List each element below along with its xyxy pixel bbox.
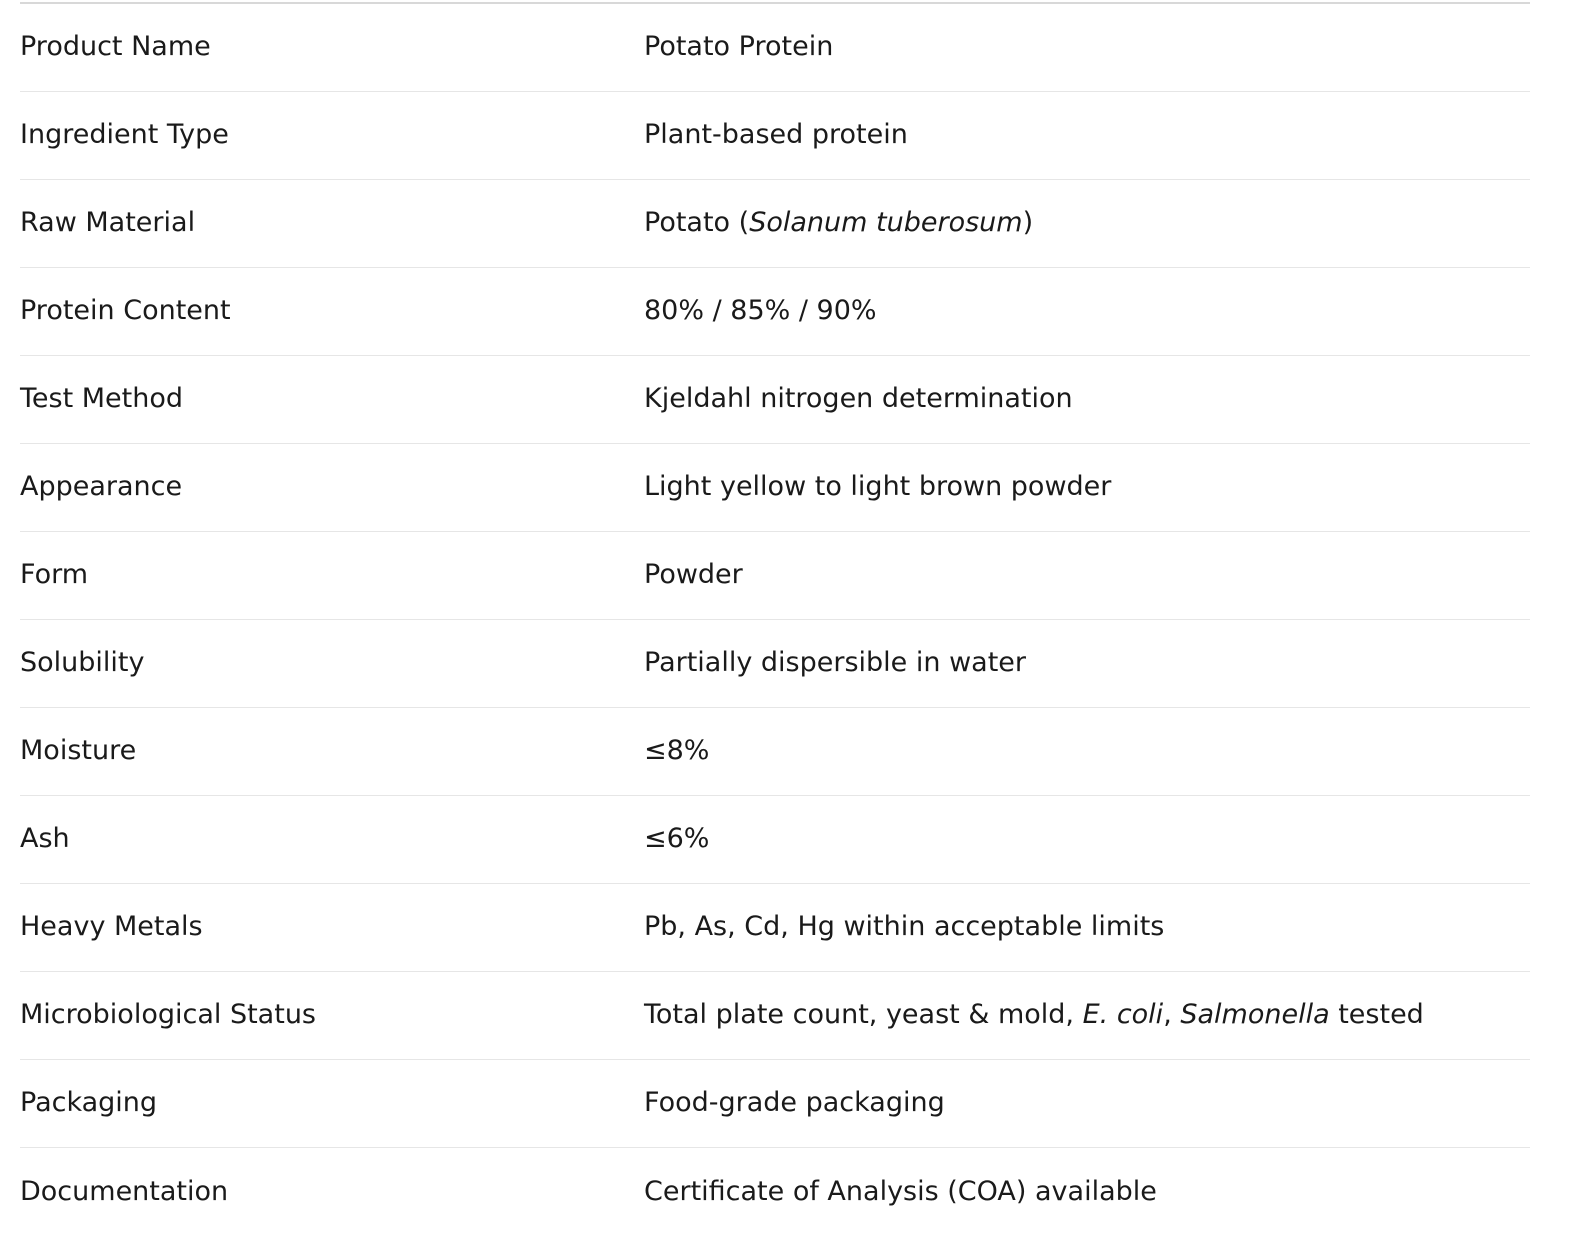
value-text: tested: [1329, 999, 1424, 1031]
table-row: [20, 796, 1530, 884]
italic-text: Solanum tuberosum: [749, 207, 1023, 239]
row-value: [644, 1087, 1530, 1119]
row-label: Raw Material: [20, 207, 196, 239]
row-label: Moisture: [20, 735, 137, 767]
value-text: ≤8%: [644, 735, 710, 767]
row-value: [644, 999, 1530, 1031]
row-value: [644, 647, 1530, 679]
value-text: ): [1022, 207, 1034, 239]
value-text: Total plate count, yeast & mold,: [644, 999, 1083, 1031]
value-text: ≤6%: [644, 823, 710, 855]
row-label: Documentation: [20, 1175, 229, 1207]
value-text: Certificate of Analysis (COA) available: [644, 1175, 1157, 1207]
table-row: [20, 444, 1530, 532]
table-row: [20, 356, 1530, 444]
value-text: Potato (: [644, 207, 750, 239]
table-row: [20, 180, 1530, 268]
row-label: Heavy Metals: [20, 911, 203, 943]
row-label: Protein Content: [20, 295, 231, 327]
table-row: [20, 268, 1530, 356]
value-text: Pb, As, Cd, Hg within acceptable limits: [644, 911, 1165, 943]
table-row: [20, 708, 1530, 796]
spec-table: [20, 2, 1530, 1236]
value-text: Powder: [644, 559, 743, 591]
row-value: [644, 1176, 1530, 1208]
value-text: Light yellow to light brown powder: [644, 471, 1112, 503]
row-value: [644, 911, 1530, 943]
table-row: [20, 972, 1530, 1060]
table-row: [20, 884, 1530, 972]
italic-text: Salmonella: [1180, 999, 1330, 1031]
row-value: [644, 295, 1530, 327]
table-row: [20, 4, 1530, 92]
row-label: Microbiological Status: [20, 999, 316, 1031]
row-label: Ash: [20, 823, 70, 855]
value-text: 80% / 85% / 90%: [644, 295, 877, 327]
row-label: Test Method: [20, 383, 184, 415]
row-value: [644, 823, 1530, 855]
table-row: [20, 1060, 1530, 1148]
row-label: Appearance: [20, 471, 183, 503]
row-value: [644, 471, 1530, 503]
value-text: Kjeldahl nitrogen determination: [644, 383, 1073, 415]
row-value: [644, 31, 1530, 63]
table-row: [20, 1148, 1530, 1236]
table-row: [20, 532, 1530, 620]
table-row: [20, 620, 1530, 708]
value-text: Potato Protein: [644, 31, 834, 63]
value-text: Plant-based protein: [644, 119, 908, 151]
row-value: [644, 207, 1530, 239]
row-label: Packaging: [20, 1087, 158, 1119]
row-label: Solubility: [20, 647, 145, 679]
table-row: [20, 92, 1530, 180]
row-label: Ingredient Type: [20, 119, 229, 151]
value-text: Partially dispersible in water: [644, 647, 1026, 679]
row-value: [644, 383, 1530, 415]
value-text: ,: [1163, 999, 1181, 1031]
row-label: Product Name: [20, 31, 211, 63]
value-text: Food-grade packaging: [644, 1087, 945, 1119]
row-value: [644, 559, 1530, 591]
italic-text: E. coli: [1082, 999, 1164, 1031]
row-value: [644, 119, 1530, 151]
row-value: [644, 735, 1530, 767]
row-label: Form: [20, 559, 89, 591]
